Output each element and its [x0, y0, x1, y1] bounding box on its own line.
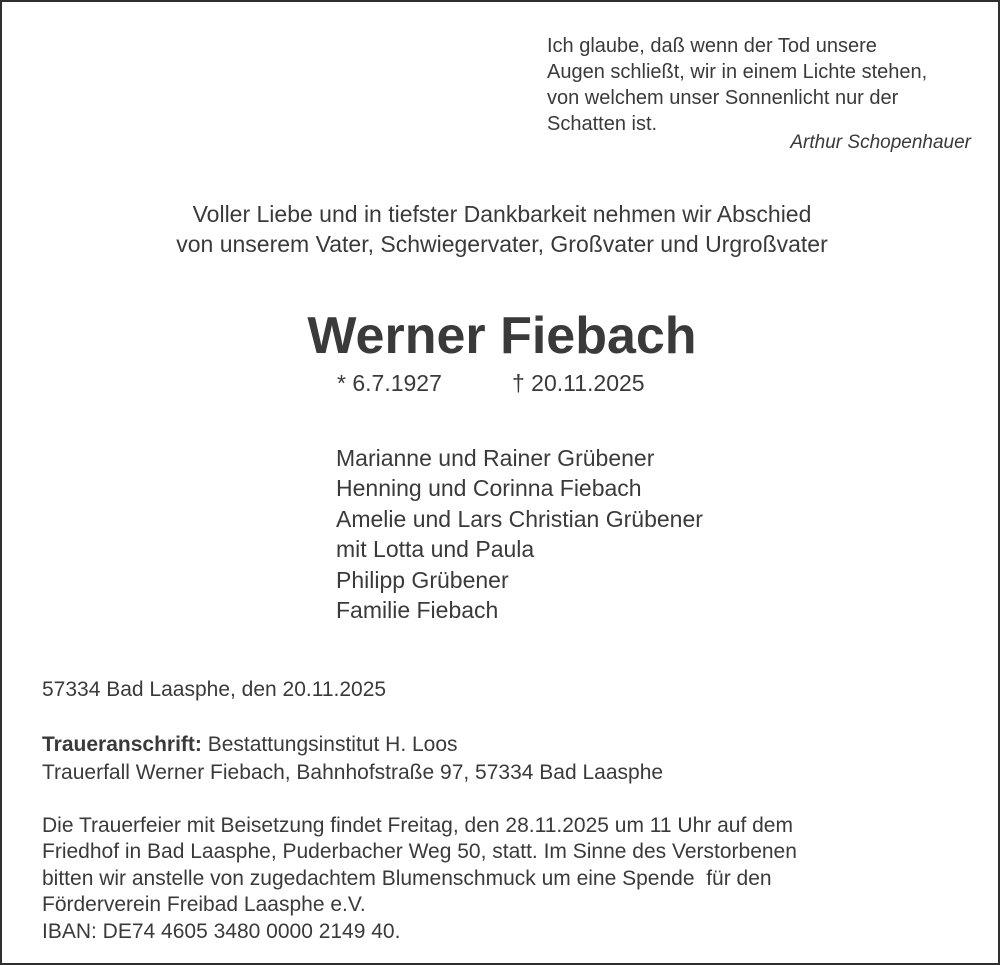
quote-line: Ich glaube, daß wenn der Tod unsere	[547, 35, 877, 57]
family-member: Amelie und Lars Christian Grübener	[336, 505, 703, 532]
quote-author: Arthur Schopenhauer	[790, 132, 971, 153]
quote-line: Schatten ist.	[547, 113, 658, 135]
family-member: Familie Fiebach	[336, 597, 499, 624]
family-member: Philipp Grübener	[336, 566, 509, 593]
death-date: † 20.11.2025	[512, 370, 645, 396]
family-member: Marianne und Rainer Grübener	[336, 445, 655, 471]
intro-line: von unserem Vater, Schwiegervater, Großvater und Urgroßvater	[176, 231, 828, 257]
family-member: mit Lotta und Paula	[336, 536, 535, 563]
service-line: bitten wir anstelle von zugedachtem Blumenschmuck um eine Spende für den	[42, 866, 772, 890]
quote-line: Augen schließt, wir in einem Lichte stehen,	[547, 61, 928, 83]
service-line: Die Trauerfeier mit Beisetzung findet Freitag, den 28.11.2025 um 11 Uhr auf dem	[42, 814, 793, 837]
birth-date: * 6.7.1927	[337, 370, 442, 396]
address-line-1	[42, 731, 663, 759]
service-line: Friedhof in Bad Laasphe, Puderbacher Weg 50, statt. Im Sinne des Verstorbenen	[42, 840, 797, 864]
iban-line: IBAN: DE74 4605 3480 0000 2149 40.	[42, 919, 401, 943]
place-date: 57334 Bad Laasphe, den 20.11.2025	[42, 678, 387, 701]
address-label: Traueranschrift:	[42, 733, 202, 756]
deceased-name: Werner Fiebach	[307, 307, 697, 365]
intro-text	[2, 199, 1000, 259]
service-info	[42, 813, 797, 945]
family-list	[336, 443, 703, 625]
service-line: Förderverein Freibad Laasphe e.V.	[42, 893, 366, 917]
quote-line: von welchem unser Sonnenlicht nur der	[547, 87, 899, 109]
family-member: Henning und Corinna Fiebach	[336, 475, 642, 502]
address-institute: Bestattungsinstitut H. Loos	[201, 733, 458, 756]
quote-block	[547, 33, 987, 137]
mourning-address	[42, 731, 663, 787]
intro-line: Voller Liebe und in tiefster Dankbarkeit nehmen wir Abschied	[192, 201, 812, 227]
address-line-2: Trauerfall Werner Fiebach, Bahnhofstraße 97, 57334 Bad Laasphe	[42, 761, 664, 784]
